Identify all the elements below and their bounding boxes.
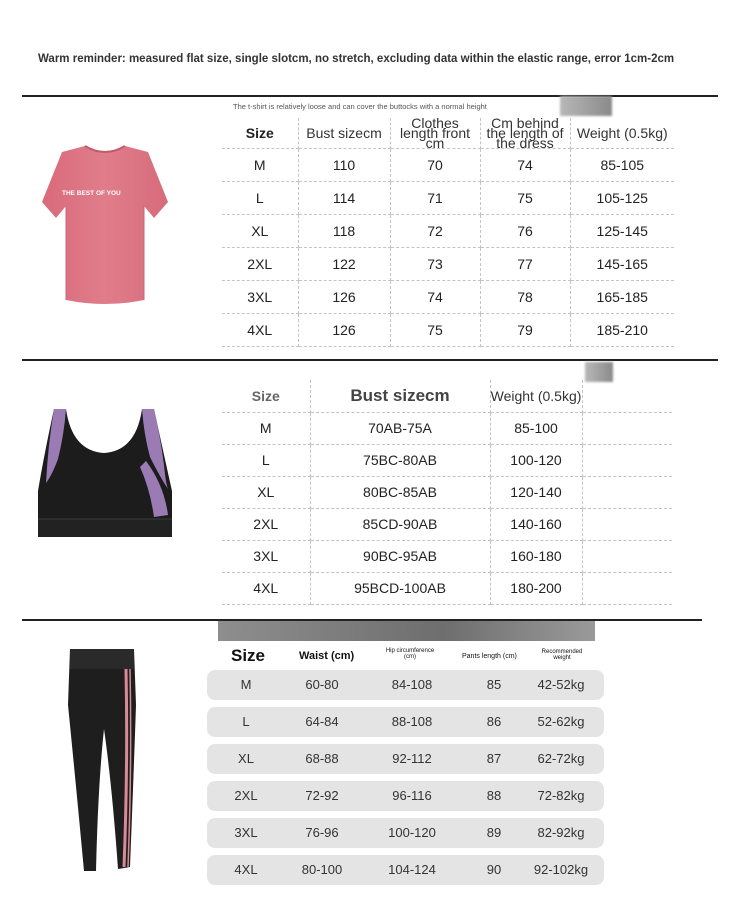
length-cell: 89: [486, 825, 502, 840]
size-cell: 3XL: [234, 825, 258, 840]
behind-cell: 79: [480, 314, 570, 347]
weight-cell: 125-145: [570, 215, 674, 248]
length-cell: 87: [486, 751, 502, 766]
bra-size-table: [222, 380, 672, 605]
front-cell: 70: [390, 149, 480, 182]
divider-middle: [22, 359, 718, 361]
weight-cell: 82-92kg: [537, 825, 585, 840]
table-row: [207, 855, 604, 885]
bust-cell: 114: [298, 182, 390, 215]
table-row: [222, 572, 672, 604]
waist-cell: 64-84: [305, 714, 339, 729]
weight-cell: 145-165: [570, 248, 674, 281]
length-cell: 88: [486, 788, 502, 803]
size-cell: 4XL: [222, 314, 298, 347]
bust-cell: 110: [298, 149, 390, 182]
behind-cell: 76: [480, 215, 570, 248]
weight-cell: 92-102kg: [533, 862, 589, 877]
tshirt-banner: The t-shirt is relatively loose and can cover the buttocks with a normal height: [233, 102, 487, 111]
hip-header: Hip circumference (cm): [385, 648, 435, 660]
size-cell: 4XL: [222, 572, 310, 604]
empty-cell: [582, 412, 672, 444]
weight-cell: 52-62kg: [537, 714, 585, 729]
table-row: [222, 248, 674, 281]
size-cell: 3XL: [222, 540, 310, 572]
weight-cell: 185-210: [570, 314, 674, 347]
size-cell: XL: [222, 476, 310, 508]
table-row: [222, 281, 674, 314]
front-cell: 72: [390, 215, 480, 248]
size-cell: 2XL: [222, 508, 310, 540]
empty-cell: [582, 572, 672, 604]
weight-cell: 100-120: [490, 444, 582, 476]
bust-cell: 122: [298, 248, 390, 281]
weight-header: Weight (0.5kg): [570, 118, 674, 149]
size-cell: L: [222, 444, 310, 476]
table-row: [222, 444, 672, 476]
length-cell: 85: [486, 677, 502, 692]
waist-cell: 60-80: [305, 677, 339, 692]
size-cell: M: [222, 412, 310, 444]
behind-cell: 74: [480, 149, 570, 182]
recommended-weight-header: Recommended weight: [541, 649, 583, 661]
bust-cell: 126: [298, 281, 390, 314]
weight-cell: 72-82kg: [537, 788, 585, 803]
size-cell: L: [222, 182, 298, 215]
table-row: [207, 707, 604, 737]
tshirt-size-table: [222, 115, 674, 347]
sports-bra-image: [36, 405, 174, 543]
front-length-header: Clothes length front cm: [390, 118, 480, 149]
bust-header: Bust sizecm: [310, 380, 490, 412]
weight-header: Weight (0.5kg): [490, 380, 582, 412]
size-header: Size: [231, 646, 266, 665]
size-cell: 4XL: [234, 862, 258, 877]
waist-cell: 76-96: [305, 825, 339, 840]
size-cell: 2XL: [234, 788, 258, 803]
divider-top: [22, 95, 718, 97]
empty-cell: [582, 476, 672, 508]
table-row: [222, 476, 672, 508]
empty-column: [582, 380, 672, 412]
tshirt-print-text: THE BEST OF YOU: [62, 190, 121, 197]
table-row: [207, 781, 604, 811]
table-header-row: [222, 380, 672, 412]
waist-cell: 68-88: [305, 751, 339, 766]
behind-cell: 78: [480, 281, 570, 314]
bust-cell: 126: [298, 314, 390, 347]
weight-cell: 62-72kg: [537, 751, 585, 766]
bust-cell: 80BC-85AB: [310, 476, 490, 508]
size-header: Size: [222, 380, 310, 412]
table-row: [222, 540, 672, 572]
length-cell: 90: [486, 862, 502, 877]
size-cell: XL: [238, 751, 254, 766]
bust-cell: 75BC-80AB: [310, 444, 490, 476]
weight-cell: 140-160: [490, 508, 582, 540]
table-row: [207, 744, 604, 774]
bust-cell: 90BC-95AB: [310, 540, 490, 572]
table-row: [207, 818, 604, 848]
size-cell: M: [222, 149, 298, 182]
bust-cell: 70AB-75A: [310, 412, 490, 444]
weight-cell: 180-200: [490, 572, 582, 604]
table-row: [222, 412, 672, 444]
weight-cell: 165-185: [570, 281, 674, 314]
tshirt-image: [40, 140, 170, 308]
front-cell: 71: [390, 182, 480, 215]
size-cell: L: [242, 714, 250, 729]
behind-cell: 75: [480, 182, 570, 215]
weight-cell: 85-100: [490, 412, 582, 444]
bust-cell: 85CD-90AB: [310, 508, 490, 540]
leggings-image: [64, 645, 140, 873]
size-cell: 3XL: [222, 281, 298, 314]
bra-banner-smudge: [585, 362, 613, 382]
waist-cell: 80-100: [301, 862, 343, 877]
empty-cell: [582, 540, 672, 572]
size-cell: XL: [222, 215, 298, 248]
length-cell: 86: [486, 714, 502, 729]
hip-cell: 96-116: [392, 788, 432, 803]
waist-header: Waist (cm): [299, 650, 355, 662]
waist-cell: 72-92: [305, 788, 339, 803]
table-row: [222, 314, 674, 347]
banner-smudge: [560, 96, 612, 116]
bust-cell: 118: [298, 215, 390, 248]
size-cell: M: [240, 677, 252, 692]
table-row: [222, 215, 674, 248]
behind-cell: 77: [480, 248, 570, 281]
weight-cell: 120-140: [490, 476, 582, 508]
table-row: [207, 670, 604, 700]
hip-cell: 100-120: [388, 825, 436, 840]
weight-cell: 42-52kg: [537, 677, 585, 692]
bust-header: Bust sizecm: [298, 118, 390, 149]
table-row: [222, 149, 674, 182]
bust-cell: 95BCD-100AB: [310, 572, 490, 604]
weight-cell: 105-125: [570, 182, 674, 215]
size-cell: 2XL: [222, 248, 298, 281]
length-header: Pants length (cm): [462, 653, 517, 660]
hip-cell: 84-108: [391, 677, 433, 692]
hip-cell: 92-112: [392, 751, 432, 766]
weight-cell: 85-105: [570, 149, 674, 182]
warm-reminder: Warm reminder: measured flat size, single slotcm, no stretch, excluding data within the elastic range, error 1cm-2cm: [38, 53, 675, 65]
pants-banner-band: [218, 621, 595, 641]
table-row: [222, 508, 672, 540]
size-header: Size: [222, 118, 298, 149]
hip-cell: 88-108: [391, 714, 433, 729]
front-cell: 74: [390, 281, 480, 314]
table-row: [222, 182, 674, 215]
table-header-row: [222, 118, 674, 149]
front-cell: 75: [390, 314, 480, 347]
behind-length-header: Cm behind the length of the dress: [480, 118, 570, 149]
empty-cell: [582, 444, 672, 476]
weight-cell: 160-180: [490, 540, 582, 572]
empty-cell: [582, 508, 672, 540]
front-cell: 73: [390, 248, 480, 281]
hip-cell: 104-124: [388, 862, 436, 877]
